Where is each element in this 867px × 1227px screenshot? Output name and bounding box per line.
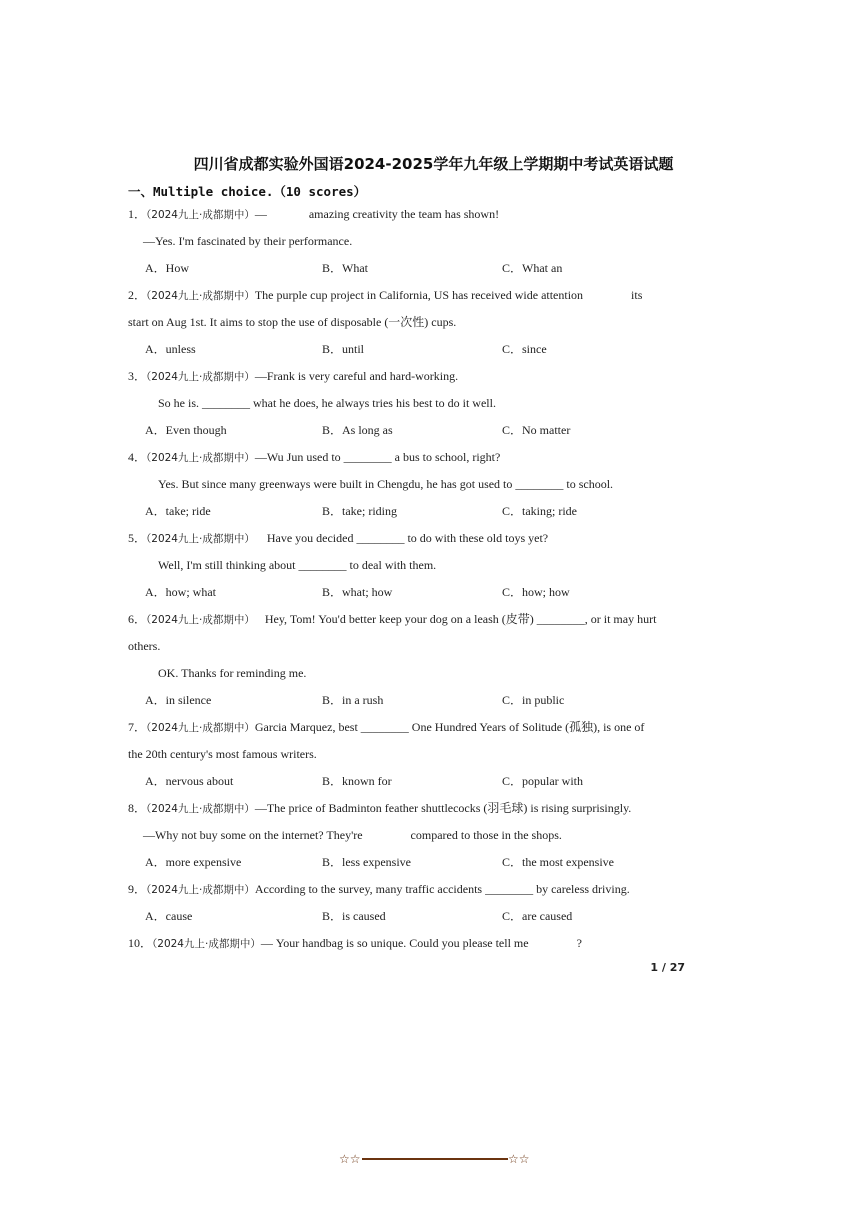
question-10-stem — [128, 935, 582, 952]
question-9-stem — [128, 881, 630, 898]
question-source: （2024九上·成都期中） — [146, 614, 255, 626]
question-4-option-c: C．taking; ride — [502, 504, 577, 518]
question-text: —Frank is very careful and hard-working. — [254, 369, 459, 383]
question-1-stem — [128, 206, 499, 223]
page-number: 1 / 27 — [650, 961, 685, 974]
question-number: 5． — [128, 531, 147, 545]
footer-decoration — [339, 1151, 531, 1167]
question-4-option-b: B．take; riding — [322, 504, 397, 518]
question-number: 2． — [128, 288, 147, 302]
question-source: （2024九上·成都期中） — [146, 290, 255, 302]
question-3-option-a: A．Even though — [145, 423, 227, 437]
question-source: （2024九上·成都期中） — [146, 371, 255, 383]
question-8-stem — [128, 800, 631, 817]
question-3-line-2: So he is. ________ what he does, he always tries his best to do it well. — [158, 396, 496, 410]
question-number: 1． — [128, 207, 147, 221]
question-5-option-b: B．what; how — [322, 585, 393, 599]
question-number: 9． — [128, 882, 147, 896]
question-7-option-a: A．nervous about — [145, 774, 234, 788]
question-5-option-a: A．how; what — [145, 585, 216, 599]
question-source: （2024九上·成都期中） — [146, 209, 255, 221]
question-text: —The price of Badminton feather shuttlecocks (羽毛球) is rising surprisingly. — [254, 801, 632, 815]
question-1-option-b: B．What — [322, 261, 368, 275]
question-number: 4． — [128, 450, 147, 464]
question-source: （2024九上·成都期中） — [146, 452, 255, 464]
question-4-option-a: A．take; ride — [145, 504, 211, 518]
double-star-icon: ☆☆ — [339, 1152, 361, 1166]
double-star-icon: ☆☆ — [508, 1152, 530, 1166]
question-source: （2024九上·成都期中） — [152, 938, 261, 950]
question-8-option-c: C．the most expensive — [502, 855, 614, 869]
question-2-stem — [128, 287, 642, 304]
question-source: （2024九上·成都期中） — [146, 722, 255, 734]
question-6-line-2: others. — [128, 639, 161, 653]
question-9-option-a: A．cause — [145, 909, 193, 923]
question-2-option-b: B．until — [322, 342, 365, 356]
question-1-option-a: A．How — [145, 261, 189, 275]
question-text: — amazing creativity the team has shown! — [254, 207, 500, 221]
question-text: Have you decided ________ to do with these old toys yet? — [266, 531, 549, 545]
question-6-option-c: C．in public — [502, 693, 565, 707]
question-3-option-c: C．No matter — [502, 423, 571, 437]
question-number: 10． — [128, 936, 153, 950]
question-7-stem — [128, 719, 644, 736]
section-heading: 一、Multiple choice.（10 scores） — [128, 184, 367, 199]
question-4-stem — [128, 449, 500, 466]
question-source: （2024九上·成都期中） — [146, 803, 255, 815]
question-5-stem — [128, 530, 548, 547]
question-text: —Wu Jun used to ________ a bus to school, right? — [254, 450, 501, 464]
question-1-line-2: —Yes. I'm fascinated by their performance. — [143, 234, 353, 248]
question-7-option-c: C．popular with — [502, 774, 583, 788]
question-6-option-b: B．in a rush — [322, 693, 384, 707]
question-9-option-c: C．are caused — [502, 909, 573, 923]
question-4-line-2: Yes. But since many greenways were built in Chengdu, he has got used to ________ to school. — [158, 477, 614, 491]
question-text: According to the survey, many traffic accidents ________ by careless driving. — [254, 882, 630, 896]
footer-divider — [362, 1158, 508, 1160]
question-text: Hey, Tom! You'd better keep your dog on a leash (皮带) ________, or it may hurt — [264, 612, 657, 626]
question-2-option-a: A．unless — [145, 342, 196, 356]
question-5-line-2: Well, I'm still thinking about ________ to deal with them. — [158, 558, 437, 572]
question-text: The purple cup project in California, US has received wide attention its — [254, 288, 643, 302]
question-3-stem — [128, 368, 458, 385]
question-7-option-b: B．known for — [322, 774, 392, 788]
question-3-option-b: B．As long as — [322, 423, 393, 437]
question-6-stem — [128, 611, 656, 628]
question-6-line-3: OK. Thanks for reminding me. — [158, 666, 307, 680]
question-source: （2024九上·成都期中） — [146, 884, 255, 896]
question-9-option-b: B．is caused — [322, 909, 386, 923]
question-8-option-b: B．less expensive — [322, 855, 411, 869]
question-7-line-2: the 20th century's most famous writers. — [128, 747, 317, 761]
question-6-option-a: A．in silence — [145, 693, 212, 707]
question-number: 8． — [128, 801, 147, 815]
question-text: — Your handbag is so unique. Could you please tell me ? — [260, 936, 582, 950]
question-8-option-a: A．more expensive — [145, 855, 242, 869]
question-2-line-2: start on Aug 1st. It aims to stop the use of disposable (一次性) cups. — [128, 315, 457, 329]
question-text: Garcia Marquez, best ________ One Hundred Years of Solitude (孤独), is one of — [254, 720, 645, 734]
question-number: 7． — [128, 720, 147, 734]
question-1-option-c: C．What an — [502, 261, 563, 275]
page-title: 四川省成都实验外国语2024-2025学年九年级上学期期中考试英语试题 — [193, 155, 674, 173]
question-source: （2024九上·成都期中） — [146, 533, 255, 545]
question-2-option-c: C．since — [502, 342, 547, 356]
question-5-option-c: C．how; how — [502, 585, 570, 599]
question-number: 6． — [128, 612, 147, 626]
question-8-line-2: —Why not buy some on the internet? They're compared to those in the shops. — [143, 828, 562, 842]
question-number: 3． — [128, 369, 147, 383]
